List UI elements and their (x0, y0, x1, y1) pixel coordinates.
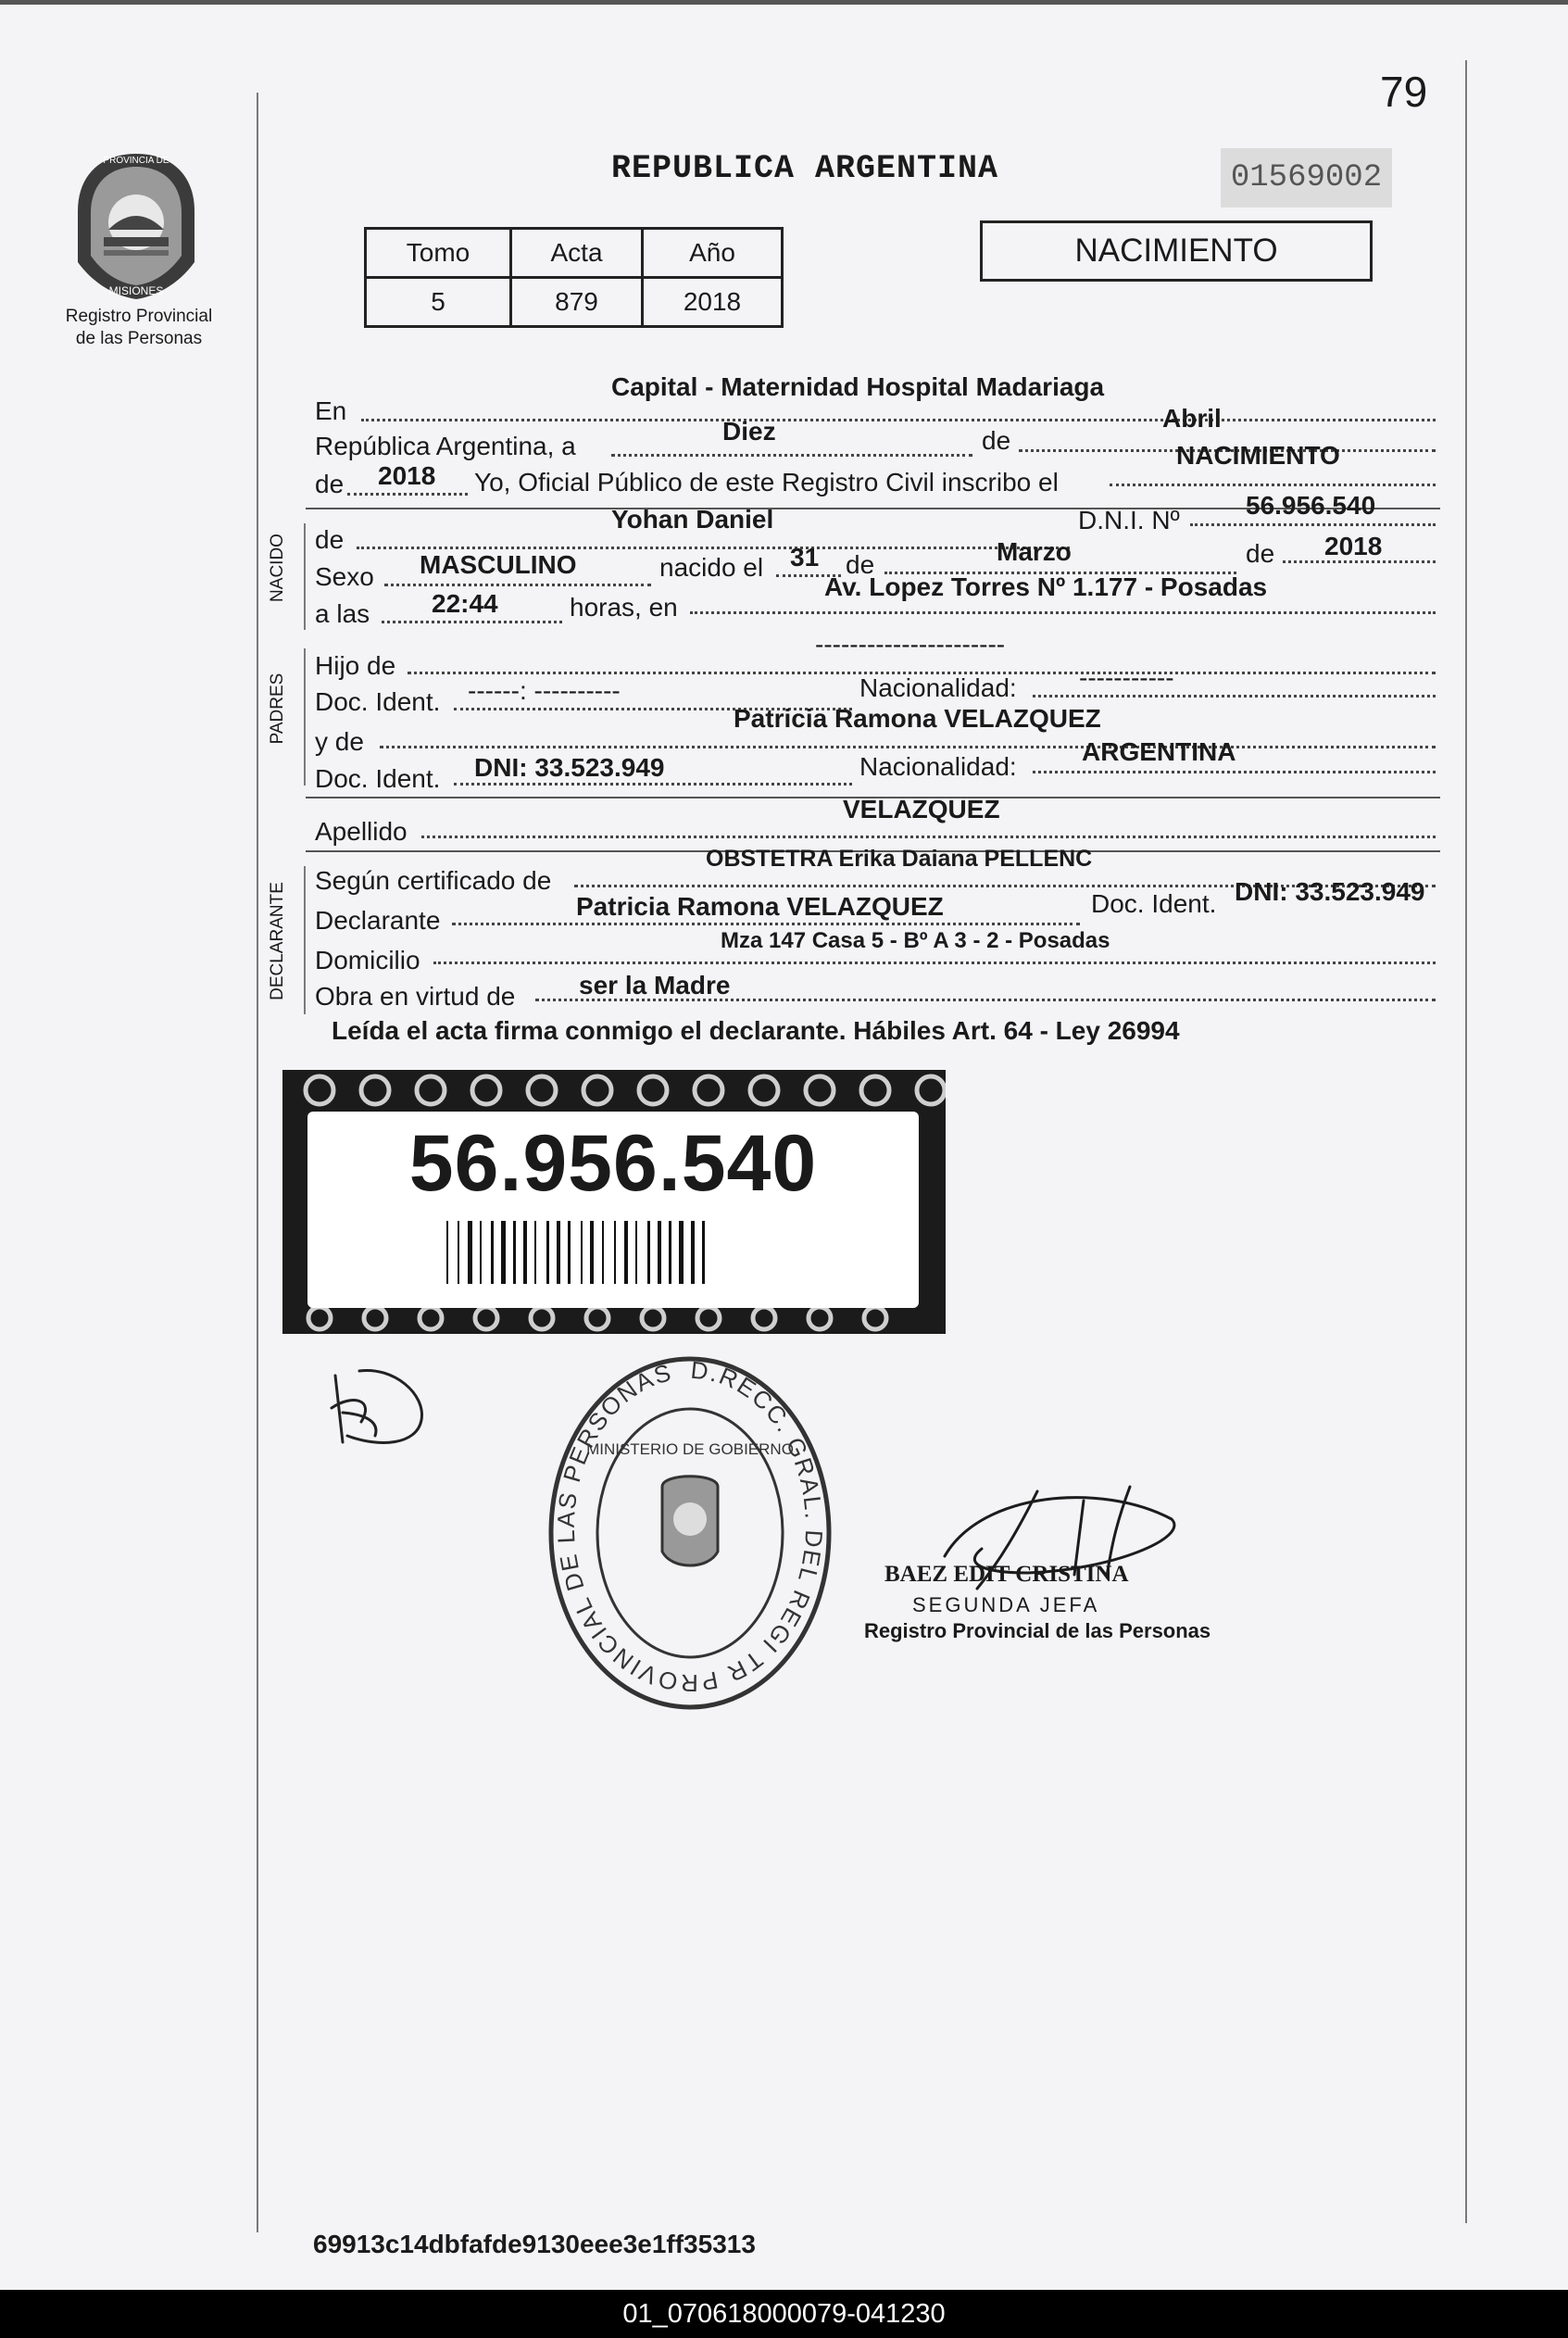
sexo-line (384, 584, 651, 586)
barcode-bar (669, 1221, 671, 1284)
birth-place-line (690, 611, 1436, 614)
right-margin-rule (1465, 60, 1467, 2223)
svg-text:MISIONES: MISIONES (108, 284, 164, 297)
nacido-section-label: NACIDO (268, 534, 287, 602)
provincial-seal-logo (67, 146, 206, 304)
barcode-bar (523, 1221, 527, 1284)
declarante-line (452, 923, 1080, 925)
record-type-box: NACIMIENTO (980, 220, 1373, 282)
birth-month-value: Marzo (997, 537, 1072, 566)
country-title: REPUBLICA ARGENTINA (611, 150, 999, 187)
birth-time-line (382, 621, 562, 623)
barcode-bar (679, 1221, 684, 1284)
barcode-bar (691, 1221, 695, 1284)
acta-header: Acta (511, 229, 643, 278)
apellido-line (421, 836, 1436, 838)
mother-doc-line (454, 783, 852, 786)
obra-value: ser la Madre (579, 971, 731, 999)
signer-name: BAEZ EDIT CRISTINA (884, 1562, 1129, 1587)
barcode-bar (491, 1221, 494, 1284)
mother-nat-line (1033, 771, 1436, 773)
padres-section-label: PADRES (268, 672, 287, 745)
dni-line (1190, 523, 1436, 526)
record-table (364, 227, 784, 328)
barcode-bar (624, 1221, 628, 1284)
name-value: Yohan Daniel (611, 505, 774, 534)
barcode-bar (658, 1221, 661, 1284)
barcode-bar (446, 1221, 448, 1284)
initials-scribble (324, 1357, 431, 1450)
declarante-value: Patricia Ramona VELAZQUEZ (576, 892, 944, 921)
nacido-el-label: nacido el (659, 553, 764, 582)
stamp-inner-text: MINISTERIO DE GOBIERNO (586, 1440, 794, 1458)
signer-office: Registro Provincial de las Personas (864, 1619, 1211, 1642)
document-hash: 69913c14dbfafde9130eee3e1ff35313 (313, 2230, 756, 2258)
year-line (347, 493, 468, 496)
birth-time-value: 22:44 (432, 589, 498, 618)
hijo-de-label: Hijo de (315, 651, 396, 680)
oficial-label: Yo, Oficial Público de este Registro Civil inscribo el (474, 468, 1059, 497)
apellido-value: VELAZQUEZ (843, 795, 1000, 823)
logo-caption-line-1: Registro Provincial (65, 307, 213, 326)
declarante-bracket (304, 866, 306, 1014)
apellido-label: Apellido (315, 817, 408, 846)
domicilio-line (433, 962, 1436, 964)
barcode-bar (602, 1221, 604, 1284)
obra-label: Obra en virtud de (315, 982, 516, 1011)
svg-text:PROVINCIA DE: PROVINCIA DE (103, 156, 169, 166)
father-doc-value: ------: ---------- (468, 676, 621, 705)
mother-value: Patricia Ramona VELAZQUEZ (734, 704, 1101, 733)
barcode-bar (546, 1221, 549, 1284)
mother-doc-label: Doc. Ident. (315, 764, 441, 793)
sexo-label: Sexo (315, 562, 374, 591)
father-nat-line (1033, 695, 1436, 698)
record-table-values (366, 278, 783, 327)
de-label-1: de (982, 426, 1011, 455)
declarante-label: Declarante (315, 906, 441, 935)
logo-caption (46, 306, 232, 350)
barcode-bars (446, 1221, 822, 1286)
barcode-bar (590, 1221, 594, 1284)
tomo-value: 5 (366, 278, 511, 327)
barcode-bar (568, 1221, 571, 1284)
en-label: En (315, 396, 347, 425)
page-number: 79 (1380, 68, 1428, 116)
father-value: ---------------------- (815, 630, 1006, 659)
dni-label: D.N.I. Nº (1078, 506, 1180, 534)
de-label-3: de (315, 525, 345, 554)
en-value: Capital - Maternidad Hospital Madariaga (611, 372, 1105, 401)
domicilio-value: Mza 147 Casa 5 - Bº A 3 - 2 - Posadas (721, 928, 1110, 953)
anio-header: Año (643, 229, 783, 278)
barcode-bar (458, 1221, 459, 1284)
barcode-bar (635, 1221, 637, 1284)
record-table-header (366, 229, 783, 278)
declarante-doc-label: Doc. Ident. (1091, 889, 1217, 918)
day-line (611, 454, 972, 457)
barcode-bar (534, 1221, 536, 1284)
stamp-outer-text: D.RECC. GRAL. DEL REGI TR PROVINCIAL DE LAS PERSONAS (551, 1355, 829, 1698)
name-line (357, 547, 1070, 549)
left-margin-rule (257, 93, 258, 2232)
logo-caption-line-2: de las Personas (75, 329, 203, 348)
barcode-bar (647, 1221, 650, 1284)
certificado-value: OBSTETRA Erika Daiana PELLENC (706, 846, 1093, 872)
acta-value: 879 (511, 278, 643, 327)
month-value: Abril (1162, 404, 1222, 433)
mother-nat-label: Nacionalidad: (859, 752, 1017, 781)
de-label-5: de (1246, 539, 1275, 568)
father-doc-label: Doc. Ident. (315, 687, 441, 716)
mother-line (380, 746, 1436, 748)
nacido-bracket (304, 523, 306, 630)
republica-label: República Argentina, a (315, 432, 576, 460)
sexo-value: MASCULINO (420, 550, 577, 579)
declarante-doc-value: DNI: 33.523.949 (1235, 877, 1425, 906)
inscribo-value: NACIMIENTO (1176, 441, 1340, 470)
en-line (361, 419, 1436, 421)
footer-id: 01_070618000079-041230 (0, 2290, 1568, 2338)
birth-day-value: 31 (790, 543, 820, 572)
tomo-header: Tomo (366, 229, 511, 278)
horas-label: horas, en (570, 593, 678, 622)
father-nat-label: Nacionalidad: (859, 673, 1017, 702)
de-label-4: de (846, 550, 875, 579)
birth-place-value: Av. Lopez Torres Nº 1.177 - Posadas (824, 572, 1268, 601)
closing-statement: Leída el acta firma conmigo el declarante. Hábiles Art. 64 - Ley 26994 (332, 1016, 1180, 1045)
certificado-label: Según certificado de (315, 866, 552, 895)
serial-number: 01569002 (1221, 148, 1392, 207)
barcode-bar (513, 1221, 516, 1284)
official-stamp (546, 1352, 834, 1714)
top-edge (0, 0, 1568, 5)
inscribo-line (1110, 484, 1436, 486)
barcode-bar (581, 1221, 583, 1284)
barcode-bar (702, 1221, 705, 1284)
dni-value: 56.956.540 (1246, 491, 1376, 520)
y-de-label: y de (315, 727, 364, 756)
declarante-section-label: DECLARANTE (268, 882, 287, 1000)
day-value: Diez (722, 417, 776, 446)
barcode-bar (468, 1221, 472, 1284)
barcode-bar (501, 1221, 506, 1284)
mother-doc-value: DNI: 33.523.949 (474, 753, 665, 782)
barcode-bar (480, 1221, 482, 1284)
barcode-bar (557, 1221, 560, 1284)
padres-bracket (304, 648, 306, 786)
signer-title: SEGUNDA JEFA (912, 1593, 1100, 1616)
father-nat-value: ----------- (1079, 663, 1174, 692)
birth-year-value: 2018 (1324, 532, 1383, 560)
barcode-number: 56.956.540 (408, 1119, 818, 1208)
year-value: 2018 (378, 461, 436, 490)
de-label-2: de (315, 470, 345, 498)
mother-nat-value: ARGENTINA (1082, 737, 1236, 766)
barcode-bar (614, 1221, 616, 1284)
a-las-label: a las (315, 599, 370, 628)
anio-value: 2018 (643, 278, 783, 327)
domicilio-label: Domicilio (315, 946, 420, 974)
